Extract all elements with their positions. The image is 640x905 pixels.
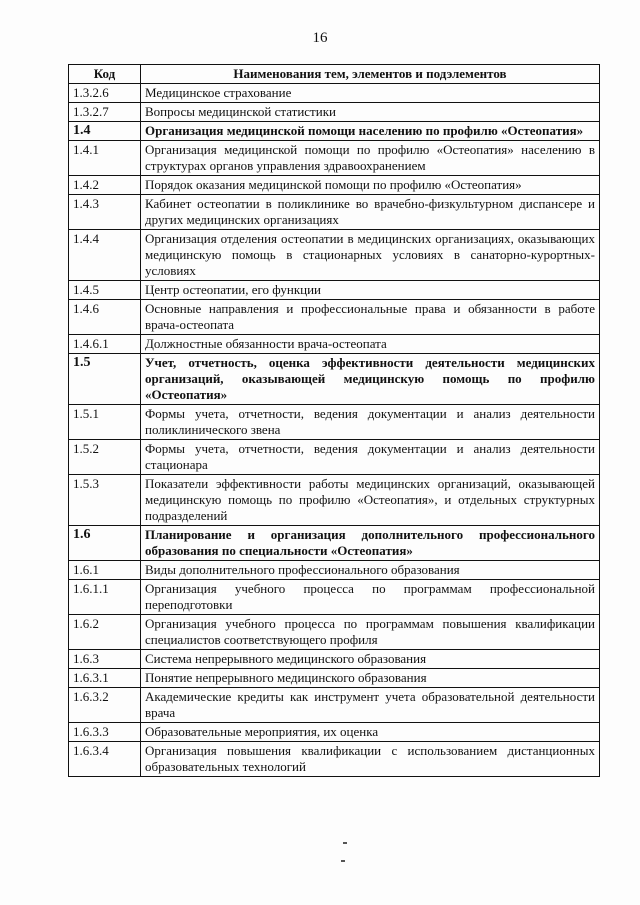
row-title: Организация учебного процесса по программам повышения квалификации специалистов соответствующего профиля [141,615,600,650]
table-row [69,723,600,742]
row-title: Формы учета, отчетности, ведения документации и анализ деятельности стационара [141,440,600,475]
row-code: 1.6.1 [69,561,141,580]
row-code: 1.5.1 [69,405,141,440]
row-code: 1.5.2 [69,440,141,475]
table-row [69,335,600,354]
table-row [69,580,600,615]
row-title: Порядок оказания медицинской помощи по профилю «Остеопатия» [141,176,600,195]
row-code: 1.4.6 [69,300,141,335]
row-title: Должностные обязанности врача-остеопата [141,335,600,354]
row-code: 1.5 [69,354,141,405]
row-code: 1.6.3 [69,650,141,669]
row-code: 1.6.2 [69,615,141,650]
table-row [69,742,600,777]
topics-table [68,64,600,777]
row-code: 1.4 [69,122,141,141]
row-title: Медицинское страхование [141,84,600,103]
row-title: Система непрерывного медицинского образования [141,650,600,669]
row-title: Понятие непрерывного медицинского образования [141,669,600,688]
row-code: 1.4.4 [69,230,141,281]
row-title: Формы учета, отчетности, ведения документации и анализ деятельности поликлинического звена [141,405,600,440]
row-code: 1.3.2.6 [69,84,141,103]
row-code: 1.5.3 [69,475,141,526]
table-row [69,561,600,580]
table-row [69,141,600,176]
table-header-row [69,65,600,84]
row-title: Организация учебного процесса по программам профессиональной переподготовки [141,580,600,615]
row-title: Основные направления и профессиональные права и обязанности в работе врача-остеопата [141,300,600,335]
row-code: 1.4.5 [69,281,141,300]
row-code: 1.4.3 [69,195,141,230]
row-title: Организация повышения квалификации с использованием дистанционных образовательных технологий [141,742,600,777]
page-number: 16 [312,30,328,46]
table-row [69,688,600,723]
row-title: Организация медицинской помощи по профилю «Остеопатия» населению в структурах органов управления здравоохранением [141,141,600,176]
row-title: Виды дополнительного профессионального образования [141,561,600,580]
row-title: Кабинет остеопатии в поликлинике во врачебно-физкультурном диспансере и других медицинских организациях [141,195,600,230]
table-row [69,475,600,526]
table-row [69,650,600,669]
row-code: 1.6.1.1 [69,580,141,615]
column-header-name: Наименования тем, элементов и подэлементов [141,65,600,84]
row-title: Академические кредиты как инструмент учета образовательной деятельности врача [141,688,600,723]
row-title: Учет, отчетность, оценка эффективности деятельности медицинских организаций, оказывающей медицинскую помощь по профилю «Остеопатия» [141,354,600,405]
row-title: Центр остеопатии, его функции [141,281,600,300]
row-title: Организация отделения остеопатии в медицинских организациях, оказывающих медицинскую помощь в стационарных условиях в санаторно-курортных-условиях [141,230,600,281]
table-row [69,281,600,300]
table-row [69,195,600,230]
row-title: Показатели эффективности работы медицинских организаций, оказывающей медицинскую помощь по профилю «Остеопатия», и отдельных структурных подразделений [141,475,600,526]
row-code: 1.6.3.4 [69,742,141,777]
row-code: 1.6.3.1 [69,669,141,688]
row-code: 1.4.2 [69,176,141,195]
row-title: Планирование и организация дополнительного профессионального образования по специальности «Остеопатия» [141,526,600,561]
table-row [69,84,600,103]
row-code: 1.6.3.2 [69,688,141,723]
row-code: 1.4.6.1 [69,335,141,354]
table-row [69,103,600,122]
table-row [69,405,600,440]
row-title: Организация медицинской помощи населению по профилю «Остеопатия» [141,122,600,141]
table-row [69,176,600,195]
row-code: 1.6 [69,526,141,561]
scan-mark [341,860,345,862]
table-body [69,84,600,777]
table-row [69,669,600,688]
table-row [69,122,600,141]
row-code: 1.6.3.3 [69,723,141,742]
table-row [69,230,600,281]
column-header-code: Код [69,65,141,84]
scan-mark [343,842,347,844]
row-code: 1.3.2.7 [69,103,141,122]
table-row [69,526,600,561]
table-row [69,615,600,650]
row-title: Образовательные мероприятия, их оценка [141,723,600,742]
table-row [69,300,600,335]
row-code: 1.4.1 [69,141,141,176]
row-title: Вопросы медицинской статистики [141,103,600,122]
table-row [69,440,600,475]
table-row [69,354,600,405]
